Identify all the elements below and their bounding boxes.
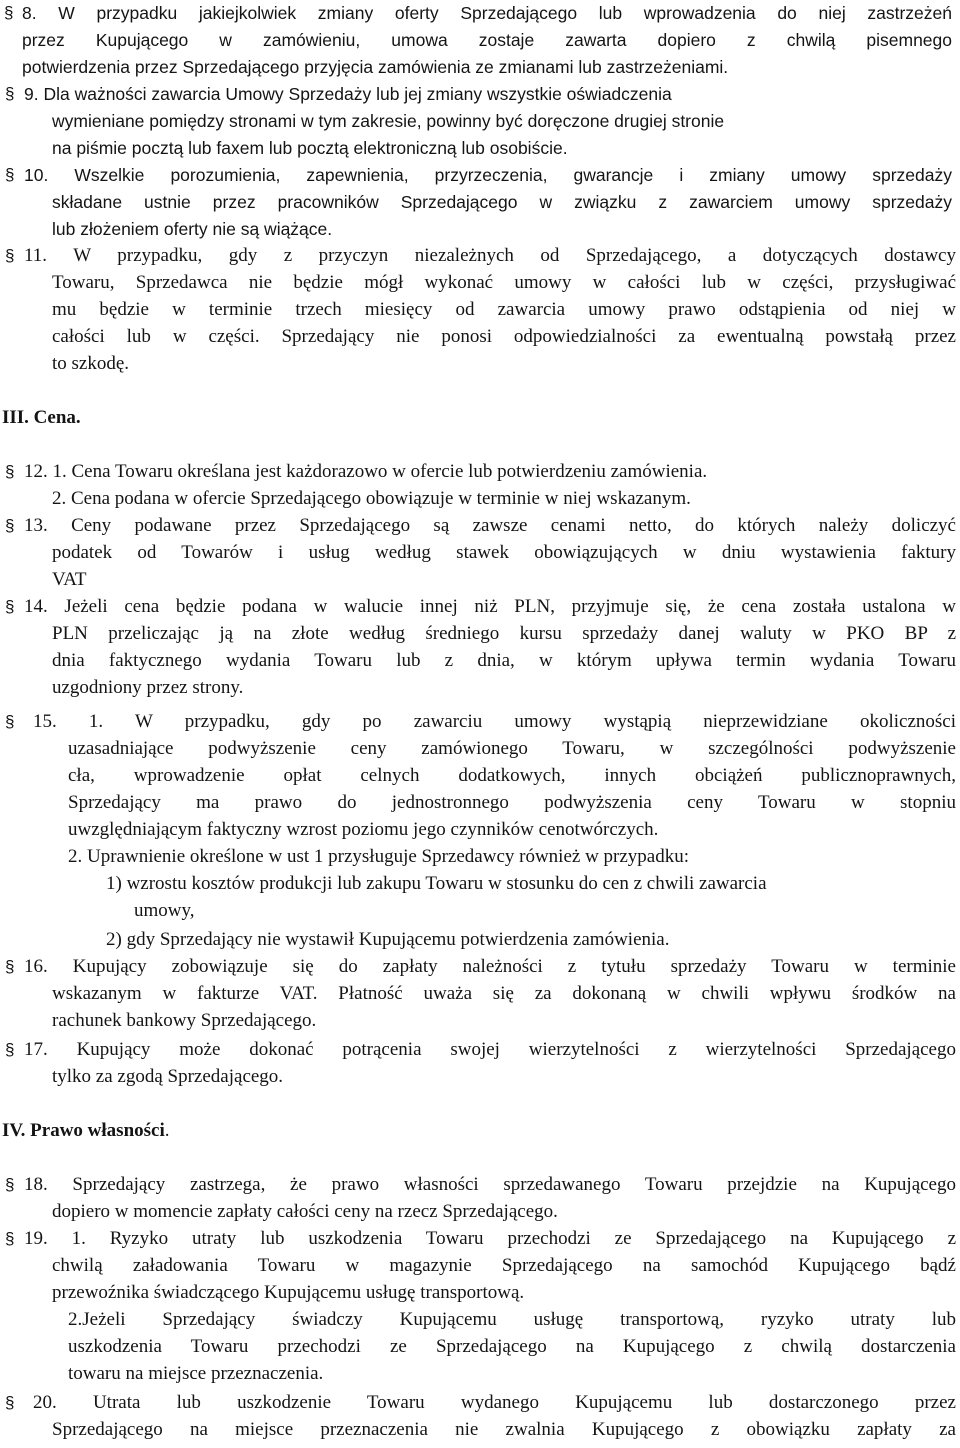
section-sign: § <box>5 957 15 976</box>
paragraph-10-line-1: 10. Wszelkie porozumienia, zapewnienia, przyrzeczenia, gwarancje i zmiany umowy sprzedaży <box>24 165 952 185</box>
paragraph-15-line-3: cła, wprowadzenie opłat celnych dodatkowych, innych obciążeń publicznoprawnych, <box>68 765 956 786</box>
paragraph-8-line-1: 8. W przypadku jakiejkolwiek zmiany oferty Sprzedającego lub wprowadzenia do niej zastrzeżeń <box>22 3 952 23</box>
paragraph-11-line-4: całości lub w części. Sprzedający nie ponosi odpowiedzialności za ewentualną powstałą przez <box>52 326 956 347</box>
section-sign: § <box>4 3 14 22</box>
section-heading-price: III. Cena. <box>2 407 81 428</box>
paragraph-16-line-3: rachunek bankowy Sprzedającego. <box>52 1010 317 1031</box>
paragraph-14-line-2: PLN przeliczając ją na złote według średniego kursu sprzedaży danej waluty w PKO BP z <box>52 623 956 644</box>
paragraph-11-line-5: to szkodę. <box>52 353 130 374</box>
paragraph-19-line-2: chwilą załadowania Towaru w magazynie Sprzedającego na samochód Kupującego bądź <box>52 1255 956 1276</box>
paragraph-9-line-3: na piśmie pocztą lub faxem lub pocztą elektroniczną lub osobiście. <box>52 138 568 158</box>
section-sign: § <box>5 1229 15 1248</box>
paragraph-15-line-5: uwzględniającym faktyczny wzrost poziomu jego czynników cenotwórczych. <box>68 819 659 840</box>
paragraph-17-line-2: tylko za zgodą Sprzedającego. <box>52 1066 284 1087</box>
paragraph-16-line-2: wskazanym w fakturze VAT. Płatność uważa się za dokonaną w chwili wpływu środków na <box>52 983 956 1004</box>
paragraph-19-line-5: uszkodzenia Towaru przechodzi ze Sprzedającego na Kupującego z chwilą dostarczenia <box>68 1336 956 1357</box>
paragraph-8-line-2: przez Kupującego w zamówieniu, umowa zostaje zawarta dopiero z chwilą pisemnego <box>22 30 952 50</box>
paragraph-19-line-3: przewoźnika świadczącego Kupującemu usługę transportową. <box>52 1282 525 1303</box>
paragraph-12-line-2: 2. Cena podana w ofercie Sprzedającego obowiązuje w terminie w niej wskazanym. <box>52 488 691 509</box>
section-sign: § <box>5 1175 15 1194</box>
section-sign: § <box>5 597 15 616</box>
section-sign: § <box>5 165 15 184</box>
paragraph-15-line-9: 2) gdy Sprzedający nie wystawił Kupującemu potwierdzenia zamówienia. <box>106 929 670 950</box>
paragraph-15-line-1: 15. 1. W przypadku, gdy po zawarciu umowy wystąpią nieprzewidziane okoliczności <box>33 711 956 732</box>
section-heading-ownership-text: IV. Prawo własności <box>2 1120 165 1141</box>
paragraph-15-line-4: Sprzedający ma prawo do jednostronnego podwyższenia ceny Towaru w stopniu <box>68 792 956 813</box>
paragraph-15-line-2: uzasadniające podwyższenie ceny zamówionego Towaru, w szczególności podwyższenie <box>68 738 956 759</box>
paragraph-18-line-1: 18. Sprzedający zastrzega, że prawo własności sprzedawanego Towaru przejdzie na Kupującego <box>24 1174 956 1195</box>
paragraph-11-line-2: Towaru, Sprzedawca nie będzie mógł wykonać umowy w całości lub w części, przysługiwać <box>52 272 956 293</box>
paragraph-14-line-3: dnia faktycznego wydania Towaru lub z dnia, w którym upływa termin wydania Towaru <box>52 650 956 671</box>
paragraph-10-line-2: składane ustnie przez pracowników Sprzedającego w związku z zawarciem umowy sprzedaży <box>52 192 952 212</box>
paragraph-10-line-3: lub złożeniem oferty nie są wiążące. <box>52 219 333 239</box>
paragraph-13-line-2: podatek od Towarów i usług według stawek obowiązujących w dniu wystawienia faktury <box>52 542 956 563</box>
section-sign: § <box>5 246 15 265</box>
paragraph-11-line-3: mu będzie w terminie trzech miesięcy od zawarcia umowy prawo odstąpienia od niej w <box>52 299 956 320</box>
paragraph-14-line-1: 14. Jeżeli cena będzie podana w walucie innej niż PLN, przyjmuje się, że cena została ustalona w <box>24 596 956 617</box>
section-sign: § <box>5 712 15 731</box>
paragraph-15-line-7: 1) wzrostu kosztów produkcji lub zakupu Towaru w stosunku do cen z chwili zawarcia <box>106 873 767 894</box>
paragraph-15-line-6: 2. Uprawnienie określone w ust 1 przysługuje Sprzedawcy również w przypadku: <box>68 846 690 867</box>
paragraph-11-line-1: 11. W przypadku, gdy z przyczyn niezależnych od Sprzedającego, a dotyczących dostawcy <box>24 245 956 266</box>
paragraph-20-line-2: Sprzedającego na miejsce przeznaczenia nie zwalnia Kupującego z obowiązku zapłaty za <box>52 1419 956 1440</box>
paragraph-18-line-2: dopiero w momencie zapłaty całości ceny na rzecz Sprzedającego. <box>52 1201 558 1222</box>
section-sign: § <box>5 84 15 103</box>
paragraph-17-line-1: 17. Kupujący może dokonać potrącenia swojej wierzytelności z wierzytelności Sprzedającego <box>24 1039 956 1060</box>
paragraph-13-line-3: VAT <box>52 569 87 590</box>
paragraph-12-line-1: 12. 1. Cena Towaru określana jest każdorazowo w ofercie lub potwierdzeniu zamówienia. <box>24 461 708 482</box>
paragraph-8-line-3: potwierdzenia przez Sprzedającego przyjęcia zamówienia ze zmianami lub zastrzeżeniami. <box>22 57 729 77</box>
section-heading-ownership <box>2 1120 170 1142</box>
paragraph-14-line-4: uzgodniony przez strony. <box>52 677 244 698</box>
paragraph-15-line-8: umowy, <box>134 900 195 921</box>
paragraph-9-line-2: wymieniane pomiędzy stronami w tym zakresie, powinny być doręczone drugiej stronie <box>52 111 725 131</box>
section-sign: § <box>5 1393 15 1412</box>
section-sign: § <box>5 462 15 481</box>
paragraph-19-line-4: 2.Jeżeli Sprzedający świadczy Kupującemu usługę transportową, ryzyko utraty lub <box>68 1309 956 1330</box>
paragraph-9-line-1: 9. Dla ważności zawarcia Umowy Sprzedaży lub jej zmiany wszystkie oświadczenia <box>24 84 672 104</box>
paragraph-16-line-1: 16. Kupujący zobowiązuje się do zapłaty należności z tytułu sprzedaży Towaru w terminie <box>24 956 956 977</box>
section-heading-ownership-dot: . <box>164 1120 170 1141</box>
paragraph-20-line-1: 20. Utrata lub uszkodzenie Towaru wydanego Kupującemu lub dostarczonego przez <box>33 1392 956 1413</box>
paragraph-19-line-1: 19. 1. Ryzyko utraty lub uszkodzenia Towaru przechodzi ze Sprzedającego na Kupującego z <box>24 1228 956 1249</box>
section-sign: § <box>5 1040 15 1059</box>
paragraph-13-line-1: 13. Ceny podawane przez Sprzedającego są zawsze cenami netto, do których należy doliczyć <box>24 515 956 536</box>
paragraph-19-line-6: towaru na miejsce przeznaczenia. <box>68 1363 324 1384</box>
section-sign: § <box>5 516 15 535</box>
